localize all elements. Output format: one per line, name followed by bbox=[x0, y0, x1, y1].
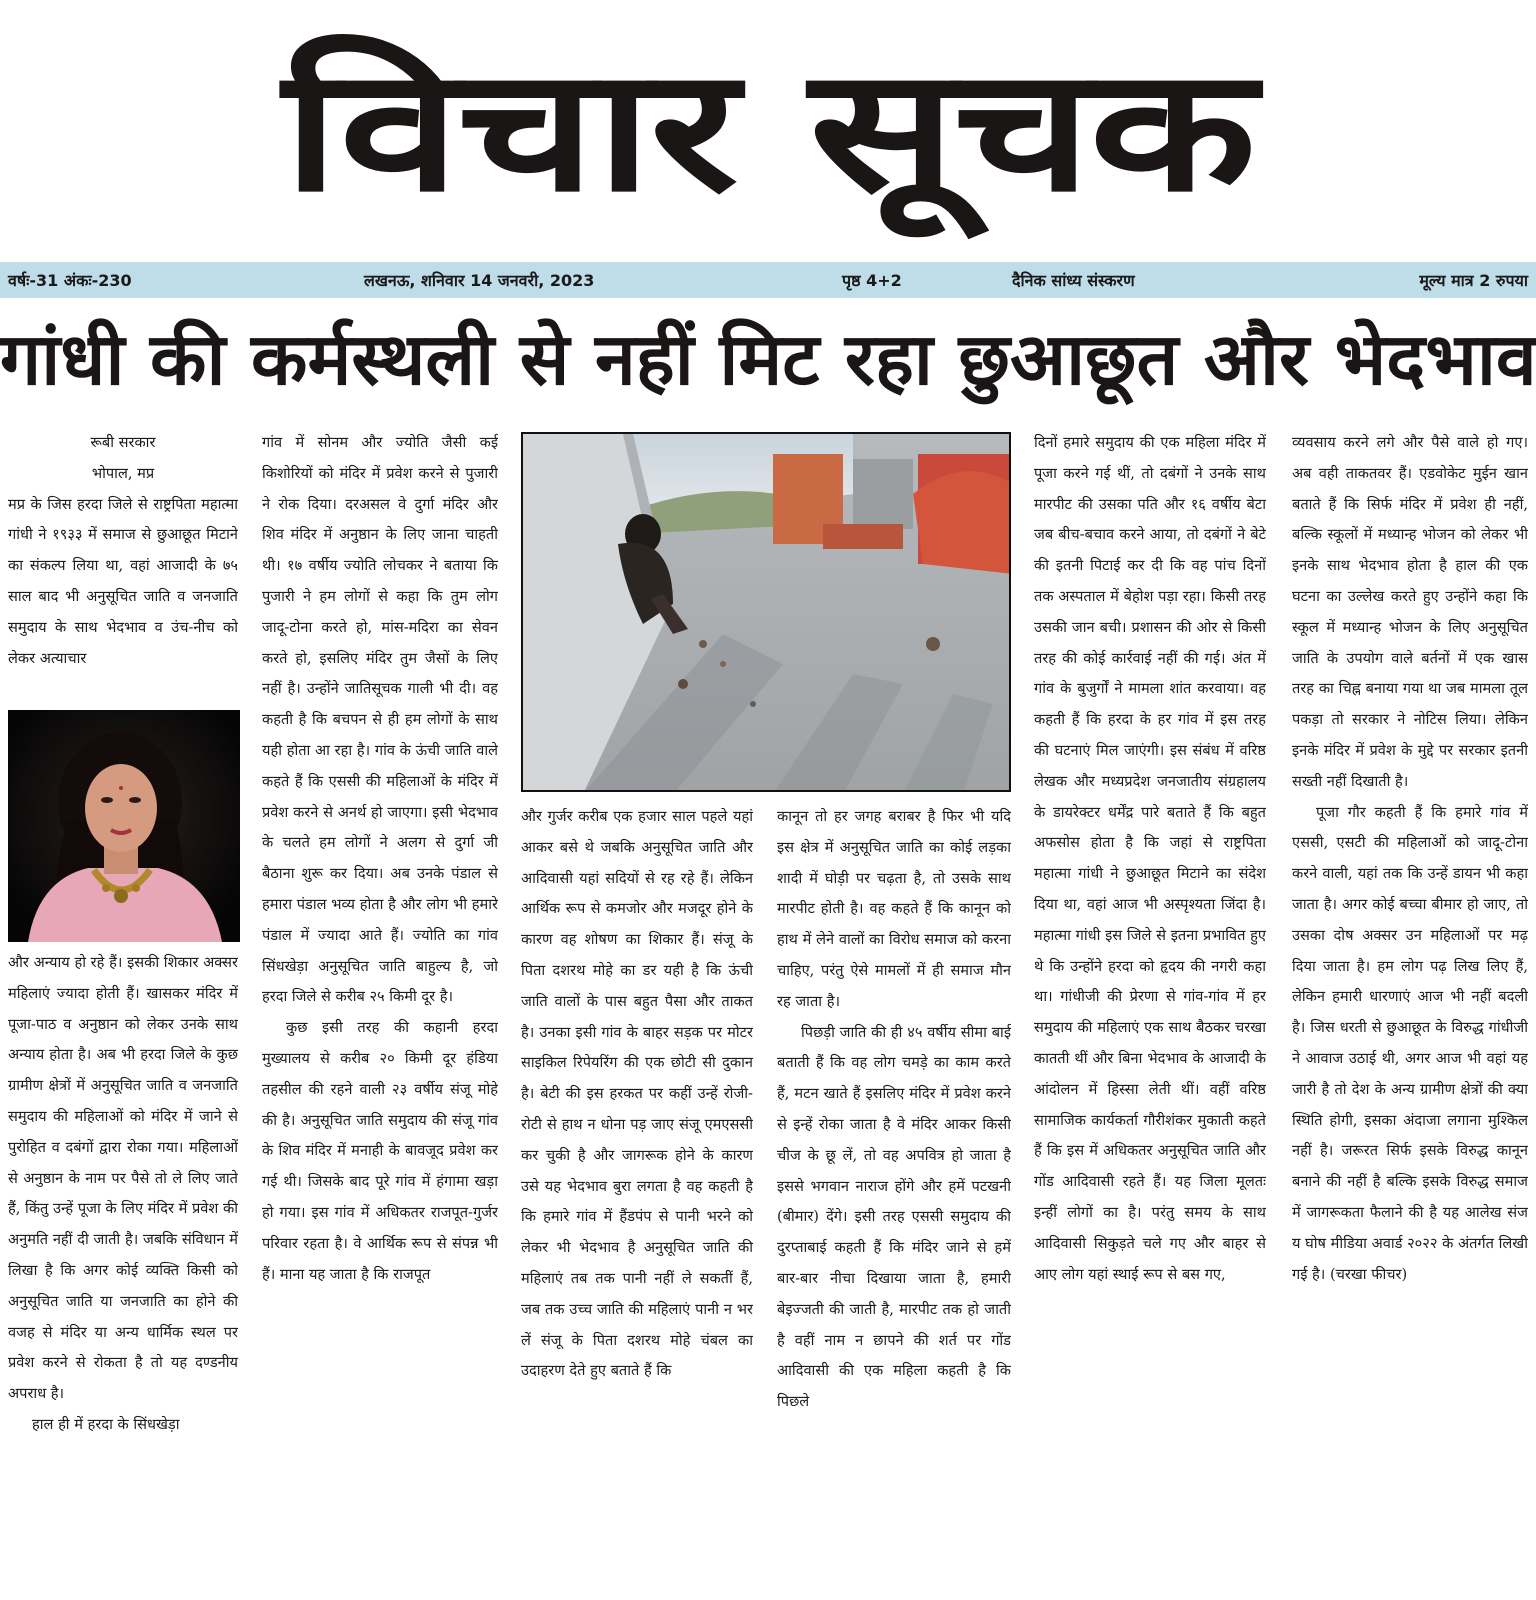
page-count: पृष्ठ 4+2 bbox=[842, 271, 902, 290]
price-label: मूल्य मात्र 2 रुपया bbox=[1419, 271, 1528, 290]
author-portrait bbox=[8, 710, 240, 942]
author-name: रूबी सरकार bbox=[90, 434, 156, 451]
author-location: भोपाल, मप्र bbox=[91, 464, 155, 482]
column-1-paragraph: और अन्याय हो रहे हैं। इसकी शिकार अक्सर महिलाएं ज्यादा होती हैं। खासकर मंदिर में पूजा-पाठ व अनुष्ठान को लेकर उनके साथ अन्याय होता है। अब भी हरदा जिले के कुछ ग्रामीण क्षेत्रों में अनुसूचित जाति व जनजाति समुदाय की महिलाओं को मंदिर में जाने से पुरोहित व दबंगों द्वारा रोका गया। महिलाओं से अनुष्ठान के नाम पर पैसे तो ले लिए जाते हैं, किंतु उन्हें पूजा के लिए मंदिर में प्रवेश की अनुमति नहीं दी जाती है। जबकि संविधान में लिखा है कि अगर कोई व्यक्ति किसी को अनुसूचित जाति या जनजाति का होने की वजह से मंदिर या अन्य धार्मिक स्थल पर प्रवेश करने से रोकता है तो यह दण्डनीय अपराध है। bbox=[8, 954, 238, 1403]
column-4 bbox=[777, 802, 1011, 1594]
place-date: लखनऊ, शनिवार 14 जनवरी, 2023 bbox=[364, 271, 595, 290]
masthead bbox=[0, 0, 1536, 262]
column-4-paragraph-2: पिछड़ी जाति की ही ४५ वर्षीय सीमा बाई बताती हैं कि वह लोग चमड़े का काम करते हैं, मटन खाते हैं इसलिए मंदिर में प्रवेश करने से इन्हें रोका जाता है वे मंदिर आकर किसी चीज के छू लें, तो वह अपवित्र हो जाता है इससे भगवान नाराज होंगे और हमें पटखनी (बीमार) देंगे। इसी तरह एससी समुदाय की दुरप्ताबाई कहती हैं कि मंदिर जाने से हमें बार-बार नीचा दिखाया जाता है, हमारी बेइज्जती की जाती है, मारपीट तक हो जाती है वहीं नाम न छापने की शर्त पर गोंड आदिवासी की एक महिला कहती है कि पिछले bbox=[777, 1023, 1011, 1411]
edition-label: दैनिक सांध्य संस्करण bbox=[1012, 271, 1135, 290]
intro-paragraph: मप्र के जिस हरदा जिले से राष्ट्रपिता महात्मा गांधी ने १९३३ में समाज से छुआछूत मिटाने का संकल्प लिया था, वहां आजादी के ७५ साल बाद भी अनुसूचित जाति व जनजाति समुदाय के साथ भेदभाव व उंच-नीच को लेकर अत्याचार bbox=[8, 495, 238, 667]
column-3 bbox=[521, 802, 753, 1594]
column-2-paragraph-2: कुछ इसी तरह की कहानी हरदा मुख्यालय से करीब २० किमी दूर हंडिया तहसील की रहने वाली २३ वर्षीय संजू मोहे की है। अनुसूचित जाति समुदाय की संजू गांव के शिव मंदिर में मनाही के बावजूद प्रवेश कर गई थी। जिसके बाद पूरे गांव में हंगामा खड़ा हो गया। इस गांव में अधिकतर राजपूत-गुर्जर परिवार रहता है। वे आर्थिक रूप से संपन्न भी हैं। माना यह जाता है कि राजपूत bbox=[262, 1019, 498, 1283]
column-4-paragraph-1: कानून तो हर जगह बराबर है फिर भी यदि इस क्षेत्र में अनुसूचित जाति का कोई लड़का शादी में घोड़ी पर चढ़ता है, तो उसके साथ मारपीट होती है। वह कहते हैं कि कानून को हाथ में लेने वालों का विरोध समाज को करना चाहिए, परंतु ऐसे मामलों में ही समाज मौन रह जाता है। bbox=[777, 808, 1011, 1010]
column-1-bottom bbox=[8, 948, 238, 1594]
article-headline: गांधी की कर्मस्थली से नहीं मिट रहा छुआछूत और भेदभाव bbox=[0, 317, 1536, 401]
column-1-last-line: हाल ही में हरदा के सिंधखेड़ा bbox=[32, 1415, 180, 1433]
column-2-paragraph-1: गांव में सोनम और ज्योति जैसी कई किशोरियों को मंदिर में प्रवेश करने से पुजारी ने रोक दिया। दरअसल वे दुर्गा मंदिर और शिव मंदिर में अनुष्ठान के लिए जाना चाहती थी। १७ वर्षीय ज्योति लोचकर ने बताया कि पुजारी ने हम लोगों से कहा कि तुम लोग जादू-टोना करते हो, मांस-मदिरा का सेवन करते हो, इसलिए मंदिर तुम जैसों के लिए नहीं है। उन्होंने जातिसूचक गाली भी दी। वह कहती है कि बचपन से ही हम लोगों के साथ यही होता आ रहा है। गांव के ऊंची जाति वाले कहते हैं कि एससी की महिलाओं के मंदिर में प्रवेश करने से अनर्थ हो जाएगा। इसी भेदभाव के चलते हम लोगों ने अलग से दुर्गा जी बैठाना शुरू कर दिया। अब उनके पंडाल से हमारा पंडाल भव्य होता है और लोग भी हमारे पंडाल में ज्यादा आते हैं। ज्योति का गांव सिंधखेड़ा अनुसूचित जाति बाहुल्य है, जो हरदा जिले से करीब २५ किमी दूर है। bbox=[262, 434, 498, 1006]
issue-number: वर्षः-31 अंकः-230 bbox=[8, 271, 132, 290]
column-6-paragraph-2: पूजा गौर कहती हैं कि हमारे गांव में एससी, एसटी की महिलाओं को जादू-टोना करने वाली, यहां तक कि उन्हें डायन भी कहा जाता है। अगर कोई बच्चा बीमार हो जाए, तो उसका दोष अक्सर उन महिलाओं पर मढ़ दिया जाता है। हम लोग पढ़ लिख लिए हैं, लेकिन हमारी धारणाएं आज भी नहीं बदली है। जिस धरती से छुआछूत के विरुद्ध गांधीजी ने आवाज उठाई थी, अगर आज भी वहां यह जारी है तो देश के अन्य ग्रामीण क्षेत्रों की क्या स्थिति होगी, इसका अंदाजा लगाना मुश्किल नहीं है। जरूरत सिर्फ इसके विरुद्ध कानून बनाने की नहीं है बल्कि इसके विरुद्ध समाज में जागरूकता फैलाने की है यह आलेख संज य घोष मीडिया अवार्ड २०२२ के अंतर्गत लिखी गई है। (चरखा फीचर) bbox=[1292, 803, 1528, 1283]
newspaper-title: विचार सूचक bbox=[282, 32, 1254, 230]
column-6 bbox=[1292, 428, 1528, 1594]
temple-courtyard-illustration bbox=[523, 434, 1011, 792]
portrait-illustration bbox=[8, 710, 240, 942]
column-2 bbox=[262, 428, 498, 1594]
column-3-paragraph: और गुर्जर करीब एक हजार साल पहले यहां आकर बसे थे जबकि अनुसूचित जाति और आदिवासी यहां सदियों से रह रहे हैं। लेकिन आर्थिक रूप से कमजोर और मजदूर होने के कारण वह शोषण का शिकार हैं। संजू के पिता दशरथ मोहे का डर यही है कि ऊंची जाति वालों के पास बहुत पैसा और ताकत है। उनका इसी गांव के बाहर सड़क पर मोटर साइकिल रिपेयरिंग की एक छोटी सी दुकान है। बेटी की इस हरकत पर कहीं उन्हें रोजी-रोटी से हाथ न धोना पड़ जाए संजू एमएससी कर चुकी है और जागरूक होने के कारण उसे यह भेदभाव बुरा लगता है वह कहती है कि हमारे गांव में हैंडपंप से पानी भरने को लेकर भी भेदभाव है अनुसूचित जाति की महिलाएं तब तक पानी नहीं ले सकतीं हैं, जब तक उच्च जाति की महिलाएं पानी न भर लें संजू के पिता दशरथ मोहे चंबल का उदाहरण देते हुए बताते हैं कि bbox=[521, 808, 753, 1380]
dateline-band bbox=[0, 262, 1536, 298]
column-1-top bbox=[8, 428, 238, 706]
column-6-paragraph-1: व्यवसाय करने लगे और पैसे वाले हो गए। अब वही ताकतवर हैं। एडवोकेट मुईन खान बताते हैं कि सिर्फ मंदिर में प्रवेश ही नहीं, बल्कि स्कूलों में मध्यान्ह भोजन को लेकर भी इनके साथ भेदभाव होता है हाल की एक घटना का उल्लेख करते हुए उन्होंने कहा कि स्कूल में मध्यान्ह भोजन के लिए अनुसूचित जाति के उपयोग वाले बर्तनों में एक खास तरह का चिह्न बनाया गया था जब मामला तूल पकड़ा तो सरकार ने नोटिस लिया। लेकिन इनके मंदिर में प्रवेश के मुद्दे पर सरकार इतनी सख्ती नहीं दिखाती है। bbox=[1292, 434, 1528, 790]
headline-area bbox=[0, 300, 1536, 418]
column-5 bbox=[1034, 428, 1266, 1594]
news-photo bbox=[521, 432, 1011, 792]
column-5-paragraph: दिनों हमारे समुदाय की एक महिला मंदिर में पूजा करने गई थीं, तो दबंगों ने उनके साथ मारपीट की उसका पति और १६ वर्षीय बेटा जब बीच-बचाव करने आया, तो दबंगों ने बेटे की इतनी पिटाई कर दी कि वह पांच दिनों तक अस्पताल में बेहोश पड़ा रहा। किसी तरह उसकी जान बची। प्रशासन की ओर से किसी तरह की कोई कार्रवाई नहीं की गई। अंत में गांव के बुजुर्गों ने मामला शांत करवाया। वह कहती हैं कि हरदा के हर गांव में इस तरह की घटनाएं मिल जाएंगी। इस संबंध में वरिष्ठ लेखक और मध्यप्रदेश जनजातीय संग्रहालय के डायरेक्टर धर्मेंद्र पारे बताते हैं कि बहुत अफसोस होता है कि जहां से राष्ट्रपिता महात्मा गांधी ने छुआछूत मिटाने का संदेश दिया था, वहां आज भी अस्पृश्यता जिंदा है। महात्मा गांधी इस जिले से इतना प्रभावित हुए थे कि उन्होंने हरदा को हृदय की नगरी कहा था। गांधीजी की प्रेरणा से गांव-गांव में हर समुदाय की महिलाएं एक साथ बैठकर चरखा कातती थीं और बिना भेदभाव के आजादी के आंदोलन में हिस्सा लेती थीं। वहीं वरिष्ठ सामाजिक कार्यकर्ता गौरीशंकर मुकाती कहते हैं कि इस में अधिकतर अनुसूचित जाति और गोंड आदिवासी रहते हैं। यह जिला मूलतः इन्हीं लोगों का है। परंतु समय के साथ आदिवासी सिकुड़ते चले गए और बाहर से आए लोग यहां स्थाई रूप से बस गए, bbox=[1034, 434, 1266, 1283]
